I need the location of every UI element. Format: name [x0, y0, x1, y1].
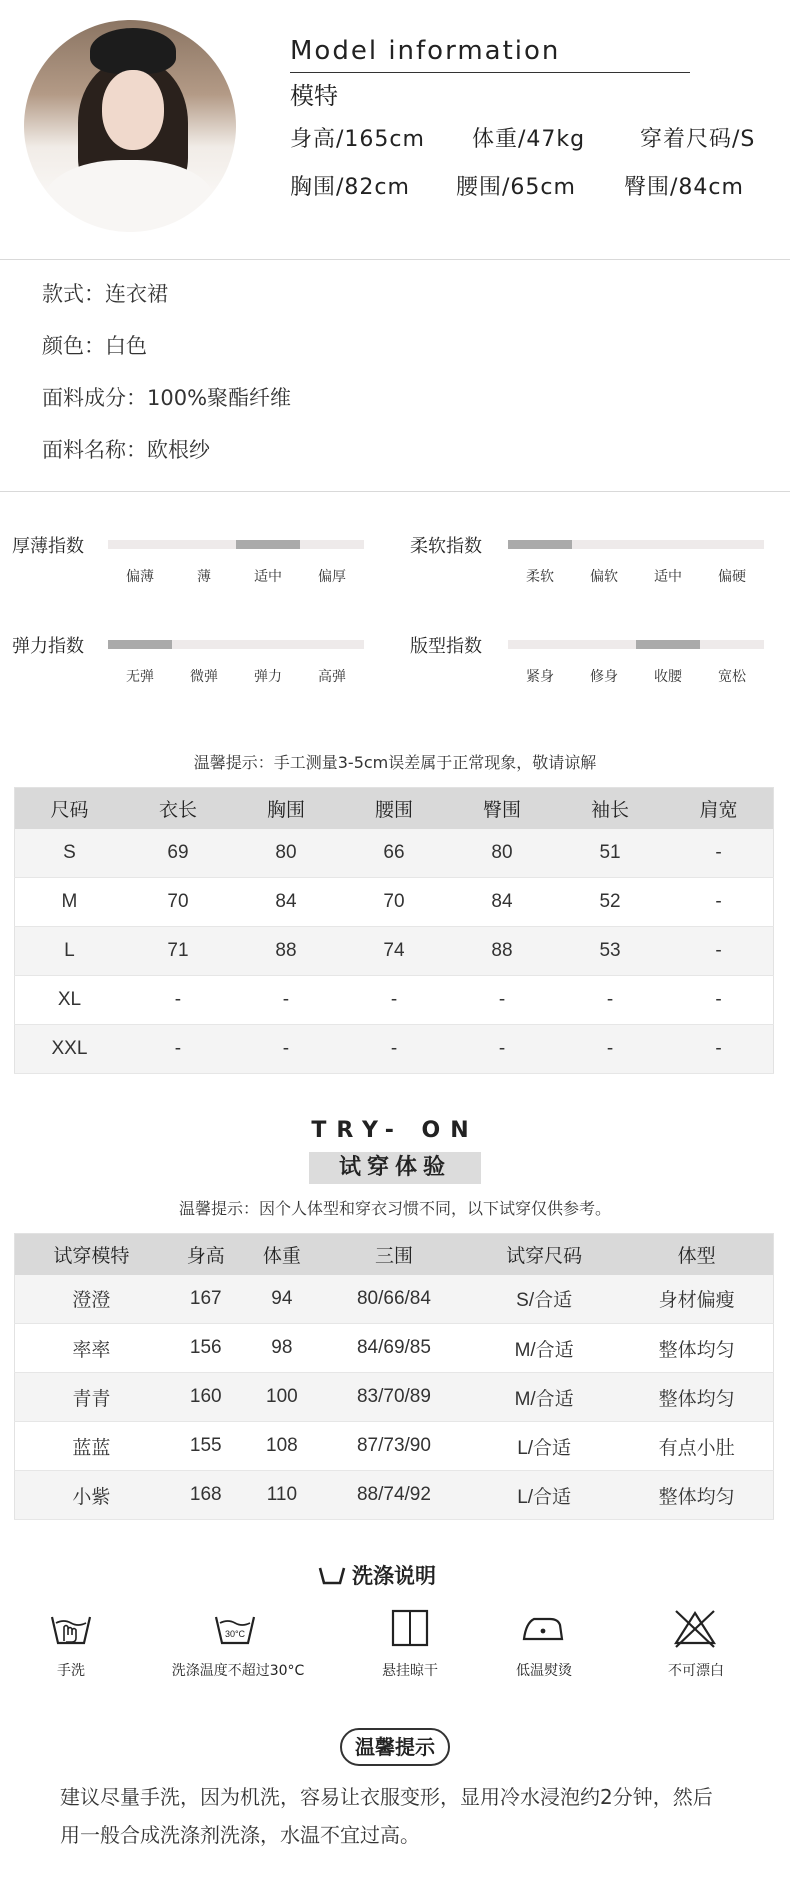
table-row — [15, 878, 774, 927]
index-track — [508, 540, 764, 549]
table-cell: 160 — [168, 1373, 244, 1422]
table-cell: 87/73/90 — [320, 1422, 468, 1471]
index-label: 弹力指数 — [12, 636, 84, 657]
column-header: 腰围 — [340, 788, 448, 829]
spec-style: 款式：连衣裙 — [42, 282, 168, 306]
table-cell: S — [15, 829, 124, 878]
table-cell: - — [124, 1025, 232, 1074]
column-header: 尺码 — [15, 788, 124, 829]
tryon-title-en: TRY- ON — [311, 1118, 479, 1143]
column-header: 体重 — [244, 1234, 320, 1275]
table-row — [15, 1422, 774, 1471]
table-cell: 整体均匀 — [620, 1324, 773, 1373]
table-cell: - — [340, 976, 448, 1025]
table-cell: 80 — [448, 829, 556, 878]
table-cell: 71 — [124, 927, 232, 976]
table-row — [15, 927, 774, 976]
model-hip: 臀围/84cm — [624, 175, 744, 200]
tips-text — [60, 1778, 750, 1854]
table-cell: 80/66/84 — [320, 1275, 468, 1324]
tips-title: 温馨提示 — [340, 1728, 450, 1766]
wash-label-bleach: 不可漂白 — [668, 1663, 724, 1679]
no-bleach-icon — [672, 1605, 718, 1651]
title-rule — [290, 72, 690, 73]
index-tick-label: 偏软 — [590, 569, 618, 585]
table-cell: - — [664, 976, 773, 1025]
table-cell: 70 — [340, 878, 448, 927]
column-header: 臀围 — [448, 788, 556, 829]
model-weight: 体重/47kg — [472, 127, 586, 152]
table-cell: S/合适 — [468, 1275, 620, 1324]
table-cell: 青青 — [15, 1373, 168, 1422]
tips-line-1: 建议尽量手洗，因为机洗，容易让衣服变形，显用冷水浸泡约2分钟，然后 — [60, 1785, 713, 1809]
index-marker — [508, 540, 572, 549]
spec-color: 颜色：白色 — [42, 334, 147, 358]
table-cell: 身材偏瘦 — [620, 1275, 773, 1324]
table-cell: - — [232, 1025, 340, 1074]
table-cell: 94 — [244, 1275, 320, 1324]
table-cell: 88 — [448, 927, 556, 976]
index-tick-label: 紧身 — [526, 669, 554, 685]
table-cell: 100 — [244, 1373, 320, 1422]
index-tick-label: 柔软 — [526, 569, 554, 585]
wash-30-icon — [212, 1605, 258, 1651]
model-bust: 胸围/82cm — [290, 175, 410, 200]
table-cell: 167 — [168, 1275, 244, 1324]
table-cell: 84/69/85 — [320, 1324, 468, 1373]
column-header: 袖长 — [556, 788, 664, 829]
column-header: 胸围 — [232, 788, 340, 829]
column-header: 三围 — [320, 1234, 468, 1275]
wash-label-temp: 洗涤温度不超过30°C — [171, 1663, 305, 1679]
index-tick-label: 修身 — [590, 669, 618, 685]
table-cell: M/合适 — [468, 1324, 620, 1373]
tips-line-2: 用一般合成洗涤剂洗涤，水温不宜过高。 — [60, 1823, 420, 1847]
table-cell: M/合适 — [468, 1373, 620, 1422]
index-track — [108, 640, 364, 649]
column-header: 试穿模特 — [15, 1234, 168, 1275]
index-track — [108, 540, 364, 549]
table-cell: 80 — [232, 829, 340, 878]
index-marker — [236, 540, 300, 549]
table-cell: 74 — [340, 927, 448, 976]
table-cell: XL — [15, 976, 124, 1025]
table-cell: L/合适 — [468, 1471, 620, 1520]
table-cell: 83/70/89 — [320, 1373, 468, 1422]
table-cell: 168 — [168, 1471, 244, 1520]
model-size: 穿着尺码/S — [640, 127, 756, 152]
table-cell: 84 — [232, 878, 340, 927]
table-cell: - — [448, 1025, 556, 1074]
index-tick-label: 适中 — [654, 569, 682, 585]
index-tick-label: 适中 — [254, 569, 282, 585]
table-cell: XXL — [15, 1025, 124, 1074]
wash-label-hand: 手洗 — [57, 1663, 85, 1679]
table-header-row — [15, 1234, 774, 1275]
index-marker — [108, 640, 172, 649]
table-cell: 澄澄 — [15, 1275, 168, 1324]
model-height: 身高/165cm — [290, 127, 425, 152]
table-cell: 98 — [244, 1324, 320, 1373]
table-cell: L/合适 — [468, 1422, 620, 1471]
index-tick-label: 弹力 — [254, 669, 282, 685]
wash-label-hang: 悬挂晾干 — [382, 1663, 438, 1679]
table-cell: - — [448, 976, 556, 1025]
wash-title: 洗涤说明 — [352, 1564, 436, 1588]
table-cell: 整体均匀 — [620, 1373, 773, 1422]
table-row — [15, 1025, 774, 1074]
table-cell: 率率 — [15, 1324, 168, 1373]
table-cell: 108 — [244, 1422, 320, 1471]
table-cell: - — [664, 829, 773, 878]
low-iron-icon — [520, 1605, 566, 1651]
table-cell: 69 — [124, 829, 232, 878]
wash-label-iron: 低温熨烫 — [516, 1663, 572, 1679]
column-header: 肩宽 — [664, 788, 773, 829]
table-cell: - — [340, 1025, 448, 1074]
index-tick-label: 微弹 — [190, 669, 218, 685]
index-label: 版型指数 — [410, 636, 482, 657]
index-tick-label: 偏硬 — [718, 569, 746, 585]
column-header: 衣长 — [124, 788, 232, 829]
table-cell: 88/74/92 — [320, 1471, 468, 1520]
spec-fabric: 面料名称：欧根纱 — [42, 438, 210, 462]
table-row — [15, 976, 774, 1025]
column-header: 试穿尺码 — [468, 1234, 620, 1275]
table-cell: L — [15, 927, 124, 976]
model-info-title: Model information — [290, 36, 561, 66]
tryon-note: 温馨提示：因个人体型和穿衣习惯不同，以下试穿仅供参考。 — [178, 1199, 611, 1218]
model-info-subtitle: 模特 — [290, 82, 338, 110]
table-cell: - — [664, 878, 773, 927]
table-cell: 70 — [124, 878, 232, 927]
table-cell: - — [556, 976, 664, 1025]
column-header: 身高 — [168, 1234, 244, 1275]
table-cell: 蓝蓝 — [15, 1422, 168, 1471]
table-cell: 53 — [556, 927, 664, 976]
model-photo — [24, 20, 236, 232]
index-marker — [636, 640, 700, 649]
table-cell: 52 — [556, 878, 664, 927]
table-cell: 110 — [244, 1471, 320, 1520]
index-tick-label: 无弹 — [126, 669, 154, 685]
index-tick-label: 宽松 — [718, 669, 746, 685]
section-divider — [0, 491, 790, 492]
table-cell: - — [556, 1025, 664, 1074]
table-cell: - — [232, 976, 340, 1025]
basin-icon — [318, 1564, 346, 1586]
wash-30-icon-text: 30°C — [224, 1629, 246, 1639]
model-info-section — [0, 0, 790, 260]
size-table — [14, 787, 774, 1074]
table-cell: - — [124, 976, 232, 1025]
table-row — [15, 1373, 774, 1422]
hand-wash-icon — [48, 1605, 94, 1651]
table-cell: 51 — [556, 829, 664, 878]
index-tick-label: 薄 — [197, 569, 211, 585]
table-cell: - — [664, 927, 773, 976]
section-divider — [0, 259, 790, 260]
index-tick-label: 偏薄 — [126, 569, 154, 585]
table-row — [15, 1324, 774, 1373]
table-row — [15, 829, 774, 878]
table-header-row — [15, 788, 774, 829]
index-tick-label: 偏厚 — [318, 569, 346, 585]
tryon-table — [14, 1233, 774, 1520]
hang-dry-icon — [387, 1605, 433, 1651]
index-tick-label: 高弹 — [318, 669, 346, 685]
table-cell: - — [664, 1025, 773, 1074]
table-cell: 84 — [448, 878, 556, 927]
table-cell: M — [15, 878, 124, 927]
table-row — [15, 1275, 774, 1324]
table-cell: 155 — [168, 1422, 244, 1471]
column-header: 体型 — [620, 1234, 773, 1275]
index-tick-label: 收腰 — [654, 669, 682, 685]
table-cell: 整体均匀 — [620, 1471, 773, 1520]
table-cell: 有点小肚 — [620, 1422, 773, 1471]
table-row — [15, 1471, 774, 1520]
index-label: 厚薄指数 — [12, 536, 84, 557]
table-cell: 156 — [168, 1324, 244, 1373]
size-note: 温馨提示：手工测量3-5cm误差属于正常现象，敬请谅解 — [193, 753, 597, 772]
index-label: 柔软指数 — [410, 536, 482, 557]
index-track — [508, 640, 764, 649]
tryon-title-zh: 试穿体验 — [309, 1152, 481, 1184]
spec-composition: 面料成分：100%聚酯纤维 — [42, 386, 292, 410]
model-waist: 腰围/65cm — [456, 175, 576, 200]
table-cell: 66 — [340, 829, 448, 878]
table-cell: 小紫 — [15, 1471, 168, 1520]
table-cell: 88 — [232, 927, 340, 976]
